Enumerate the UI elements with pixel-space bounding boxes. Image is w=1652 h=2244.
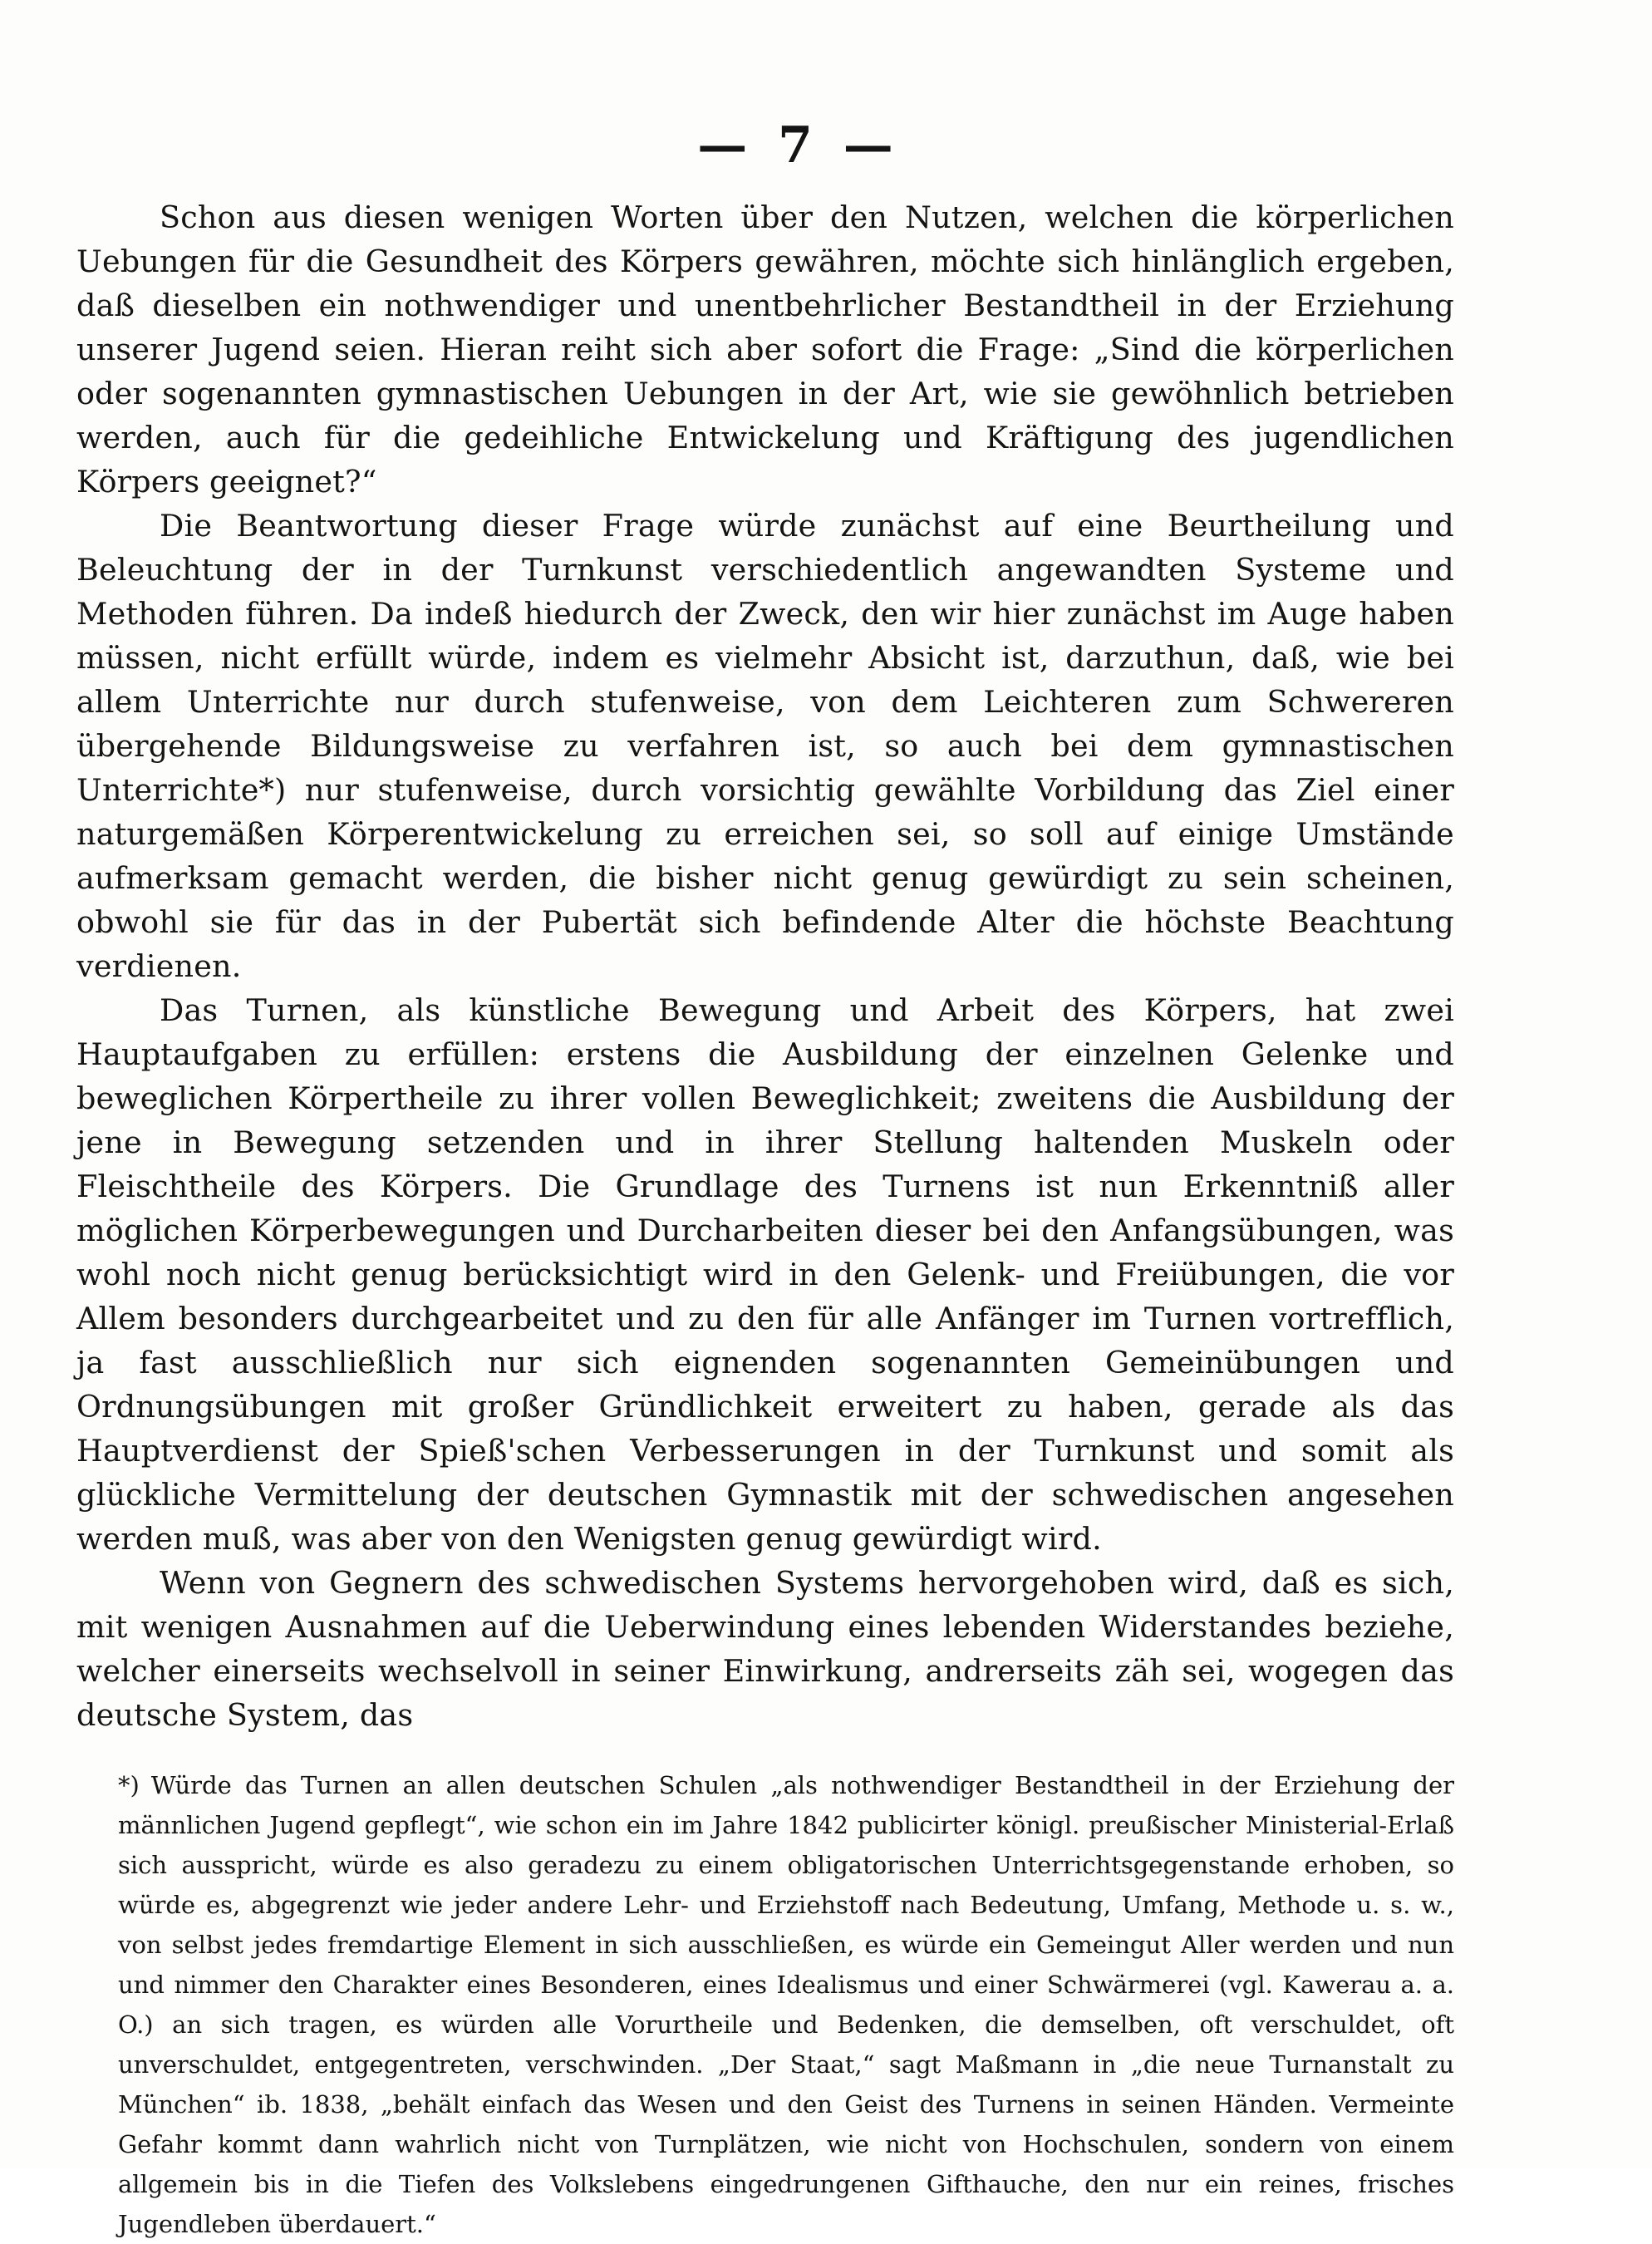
footnote [118,1765,1454,2244]
paragraph-3: Das Turnen, als künstliche Bewegung und Arbeit des Körpers, hat zwei Hauptaufgaben zu erfüllen: erstens die Ausbildung der einzelnen Gelenke und beweglichen Körpertheile zu ihrer vollen Beweglichkeit; zweitens die Ausbildung der jene in Bewegung setzenden und in ihrer Stellung haltenden Muskeln oder Fleischtheile des Körpers. Die Grundlage des Turnens ist nun Erkenntniß aller möglichen Körperbewegungen und Durcharbeiten dieser bei den Anfangsübungen, was wohl noch nicht genug berücksichtigt wird in den Gelenk- und Freiübungen, die vor Allem besonders durchgearbeitet und zu den für alle Anfänger im Turnen vortrefflich, ja fast ausschließlich nur sich eignenden sogenannten Gemeinübungen und Ordnungsübungen mit großer Gründlichkeit erweitert zu haben, gerade als das Hauptverdienst der Spieß'schen Verbesserungen in der Turnkunst und somit als glückliche Vermittelung der deutschen Gymnastik mit der schwedischen angesehen werden muß, was aber von den Wenigsten genug gewürdigt wird. [76,992,1454,1557]
page-number: — 7 — [697,116,900,175]
paragraph-1: Schon aus diesen wenigen Worten über den Nutzen, welchen die körperlichen Uebungen für die Gesundheit des Körpers gewähren, möchte sich hinlänglich ergeben, daß dieselben ein nothwendiger und unentbehrlicher Bestandtheil in der Erziehung unserer Jugend seien. Hieran reiht sich aber sofort die Frage: „Sind die körperlichen oder sogenannten gymnastischen Uebungen in der Art, wie sie gewöhnlich betrieben werden, auch für die gedeihliche Entwickelung und Kräftigung des jugendlichen Körpers geeignet?“ [76,199,1454,499]
main-text [76,195,1454,1737]
footnote-text: Würde das Turnen an allen deutschen Schulen „als nothwendiger Bestandtheil in der Erziehung der männlichen Jugend gepflegt“, wie schon ein im Jahre 1842 publicirter königl. preußischer Ministerial-Erlaß sich ausspricht, würde es also geradezu zu einem obligatorischen Unterrichtsgegenstande erhoben, so würde es, abgegrenzt wie jeder andere Lehr- und Erziehstoff nach Bedeutung, Umfang, Methode u. s. w., von selbst jedes fremdartige Element in sich ausschließen, es würde ein Gemeingut Aller werden und nun und nimmer den Charakter eines Besonderen, eines Idealismus und einer Schwärmerei (vgl. Kawerau a. a. O.) an sich tragen, es würden alle Vorurtheile und Bedenken, die demselben, oft verschuldet, oft unverschuldet, entgegentreten, verschwinden. „Der Staat,“ sagt Maßmann in „die neue Turnanstalt zu München“ ib. 1838, „behält einfach das Wesen und den Geist des Turnens in seinen Händen. Vermeinte Gefahr kommt dann wahrlich nicht von Turnplätzen, wie nicht von Hochschulen, sondern von einem allgemein bis in die Tiefen des Volkslebens eingedrungenen Gifthauche, den nur ein reines, frisches Jugendleben überdauert.“ [118,1771,1454,2238]
footnote-marker: *) [118,1771,140,1799]
paragraph-4: Wenn von Gegnern des schwedischen Systems hervorgehoben wird, daß es sich, mit wenigen Ausnahmen auf die Ueberwindung eines lebenden Widerstandes beziehe, welcher einerseits wechselvoll in seiner Einwirkung, andrerseits zäh sei, wogegen das deutsche System, das [76,1565,1454,1733]
paragraph-2: Die Beantwortung dieser Frage würde zunächst auf eine Beurtheilung und Beleuchtung der in der Turnkunst verschiedentlich angewandten Systeme und Methoden führen. Da indeß hiedurch der Zweck, den wir hier zunächst im Auge haben müssen, nicht erfüllt würde, indem es vielmehr Absicht ist, darzuthun, daß, wie bei allem Unterrichte nur durch stufenweise, von dem Leichteren zum Schwereren übergehende Bildungsweise zu verfahren ist, so auch bei dem gymnastischen Unterrichte*) nur stufenweise, durch vorsichtig gewählte Vorbildung das Ziel einer naturgemäßen Körperentwickelung zu erreichen sei, so soll auf einige Umstände aufmerksam gemacht werden, die bisher nicht genug gewürdigt zu sein scheinen, obwohl sie für das in der Pubertät sich befindende Alter die höchste Beachtung verdienen. [76,508,1454,984]
